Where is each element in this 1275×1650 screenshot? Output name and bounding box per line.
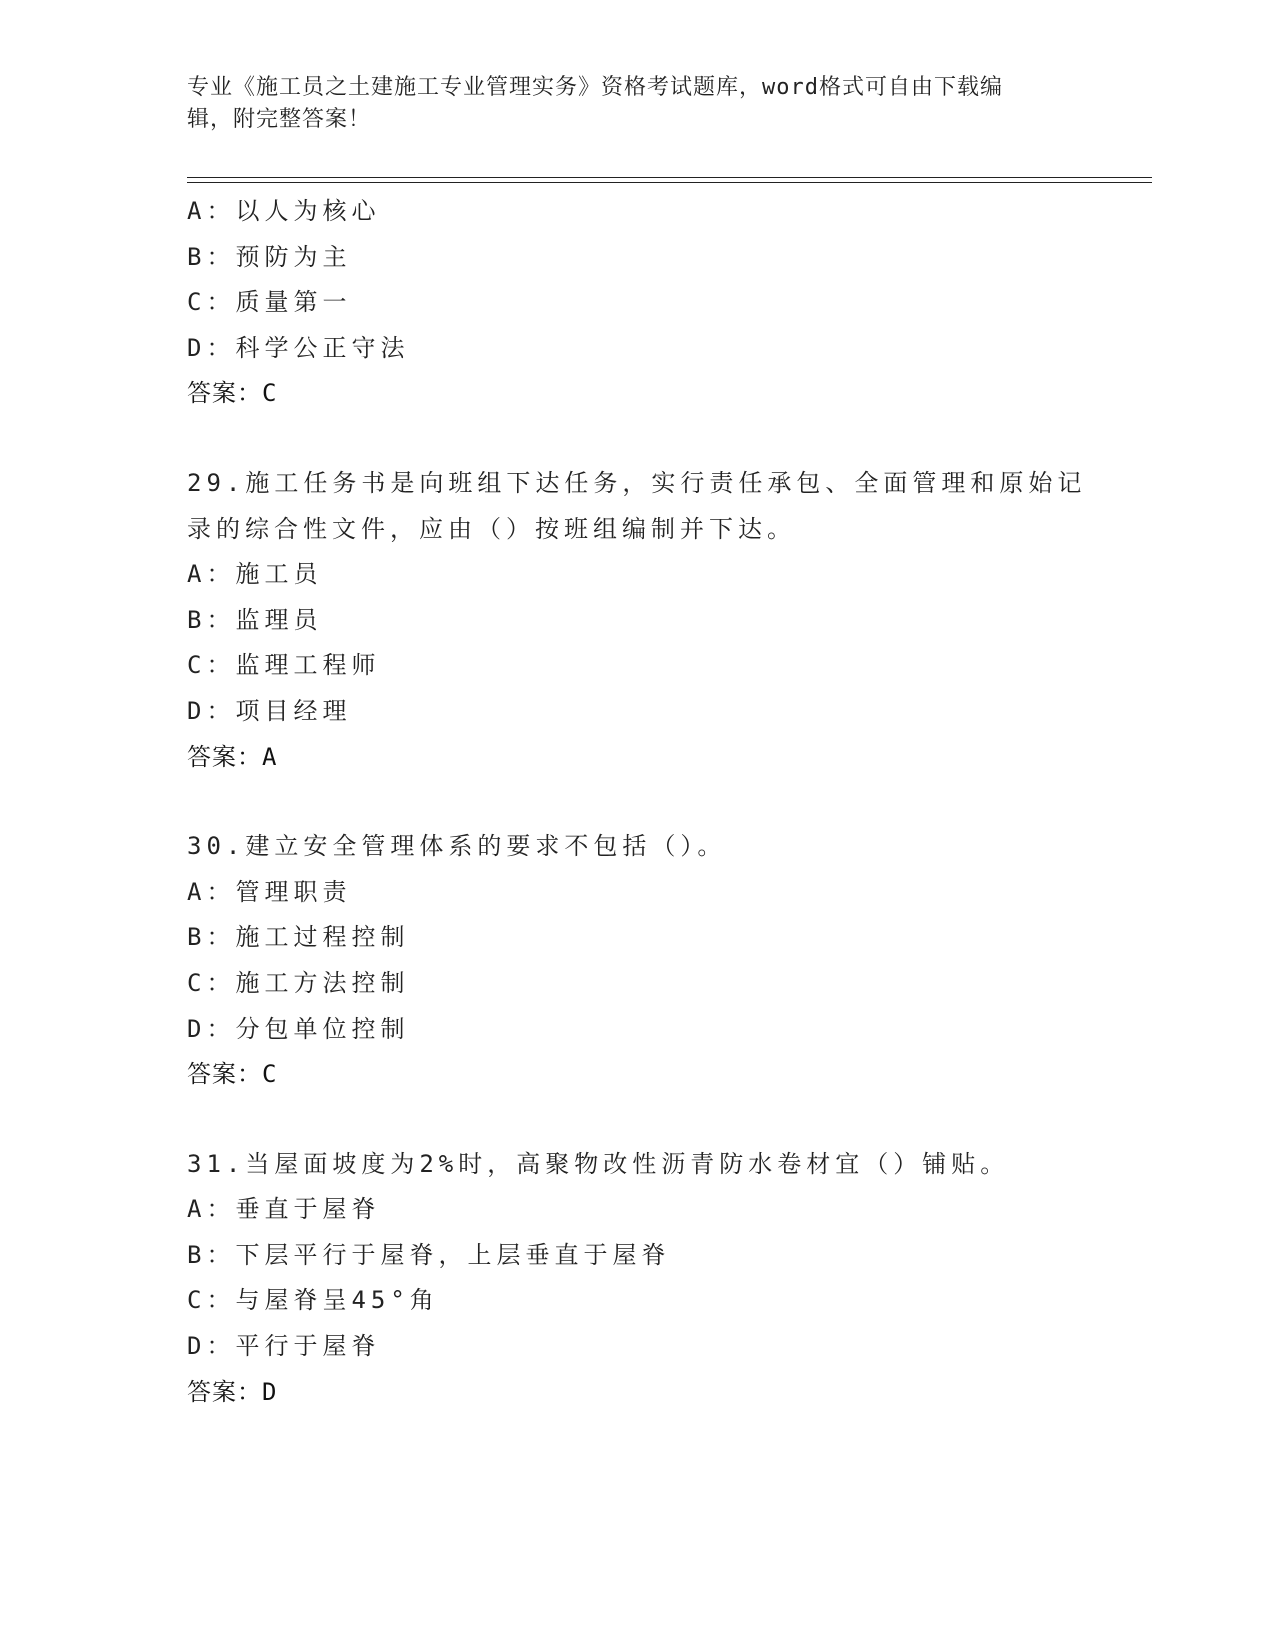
option-b: B：下层平行于屋脊，上层垂直于屋脊 <box>187 1240 671 1269</box>
document-header <box>187 72 1067 136</box>
option-c: C：质量第一 <box>187 288 352 317</box>
answer-line: 答案：C <box>187 1060 278 1089</box>
answer-line: 答案：C <box>187 379 278 408</box>
header-divider-bottom <box>187 182 1152 183</box>
question-stem: 30.建立安全管理体系的要求不包括（）。 <box>187 832 727 861</box>
option-a: A：以人为核心 <box>187 197 381 225</box>
question-list <box>187 189 1087 1415</box>
option-d: D：项目经理 <box>187 696 352 725</box>
option-b: B：监理员 <box>187 605 323 634</box>
option-b: B：预防为主 <box>187 242 352 271</box>
header-divider-top <box>187 177 1152 178</box>
option-d: D：平行于屋脊 <box>187 1332 381 1361</box>
spacer <box>187 417 1087 461</box>
header-line-1: 专业《施工员之土建施工专业管理实务》资格考试题库，word格式可自由下载编 <box>187 75 1003 100</box>
option-c: C：与屋脊呈45°角 <box>187 1286 439 1315</box>
question-block-29 <box>187 461 1087 780</box>
question-block-28 <box>187 189 1087 417</box>
option-a: A：管理职责 <box>187 877 352 906</box>
question-stem: 29.施工任务书是向班组下达任务，实行责任承包、全面管理和原始记 <box>187 468 1087 497</box>
option-d: D：分包单位控制 <box>187 1014 410 1043</box>
spacer <box>187 1098 1087 1142</box>
option-c: C：监理工程师 <box>187 651 381 680</box>
option-b: B：施工过程控制 <box>187 923 410 952</box>
option-a: A：施工员 <box>187 560 323 589</box>
option-d: D：科学公正守法 <box>187 333 410 362</box>
question-stem: 31.当屋面坡度为2%时，高聚物改性沥青防水卷材宜（）铺贴。 <box>187 1149 1010 1178</box>
answer-line: 答案：A <box>187 742 278 771</box>
spacer <box>187 780 1087 824</box>
header-line-2: 辑，附完整答案！ <box>187 107 372 132</box>
question-block-30 <box>187 824 1087 1098</box>
question-stem-continued: 录的综合性文件，应由（）按班组编制并下达。 <box>187 514 796 543</box>
question-block-31 <box>187 1142 1087 1416</box>
option-c: C：施工方法控制 <box>187 968 410 997</box>
answer-line: 答案：D <box>187 1377 278 1406</box>
option-a: A：垂直于屋脊 <box>187 1195 381 1224</box>
